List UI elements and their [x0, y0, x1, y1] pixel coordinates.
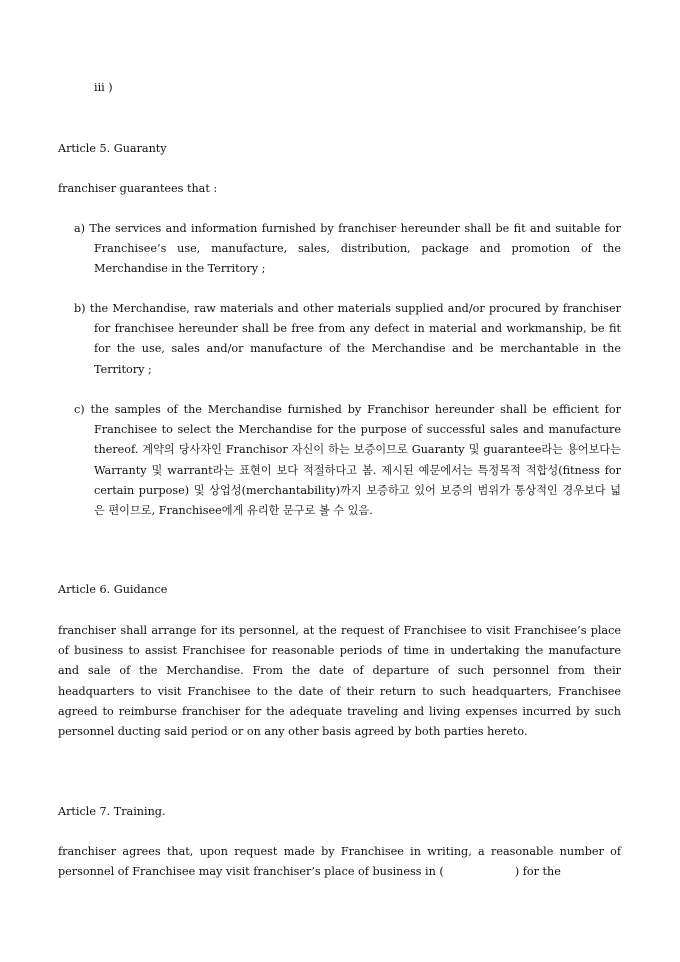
article-6-heading: Article 6. Guidance — [58, 583, 168, 596]
article-5-item-a: a) The services and information furnished by franchiser hereunder shall be fit and suitable for Franchisee’s use, manufacture, sales, distribution, package and promotion of the Merchandise in the Territory ; — [74, 222, 621, 276]
article-5-item-c: c) the samples of the Merchandise furnished by Franchisor hereunder shall be efficient for Franchisee to select the Merchandise for the purpose of successful sales and manufacture thereof. 계약의 당사자인 Franchisor 자신이 하는 보증이므로 Guaranty 및 guarantee라는 용어보다는 Warranty 및 warrant라는 표현이 보다 적절하다고 봄. 제시된 예문에서는 특정목적 적합성(fitness for certain purpose) 및 상업성(merchantability)까지 보증하고 있어 보증의 범위가 통상적인 경우보다 넓은 편이므로, Franchisee에게 유리한 문구로 볼 수 있음. — [74, 403, 621, 518]
article-7-heading: Article 7. Training. — [58, 805, 166, 818]
article-6-body: franchiser shall arrange for its personnel, at the request of Franchisee to visit Franchisee’s place of business to assist Franchisee for reasonable periods of time in undertaking the manufacture and sale of the Merchandise. From the date of departure of such personnel from their headquarters to visit Franchisee to the date of their return to such headquarters, Franchisee agreed to reimburse franchiser for the adequate traveling and living expenses incurred by such personnel ducting said period or on any other basis agreed by both parties hereto. — [58, 624, 621, 739]
roman-marker: iii ) — [94, 81, 113, 94]
article-5-item-b: b) the Merchandise, raw materials and other materials supplied and/or procured by franchiser for franchisee hereunder shall be free from any defect in material and workmanship, be fit for the use, sales and/or manufacture of the Merchandise and be merchantable in the Territory ; — [74, 302, 621, 376]
article-7-body: franchiser agrees that, upon request made by Franchisee in writing, a reasonable number of personnel of Franchisee may visit franchiser’s place of business in ( ) for the — [58, 845, 625, 879]
article-5-heading: Article 5. Guaranty — [58, 142, 167, 155]
article-5-intro: franchiser guarantees that : — [58, 182, 218, 195]
